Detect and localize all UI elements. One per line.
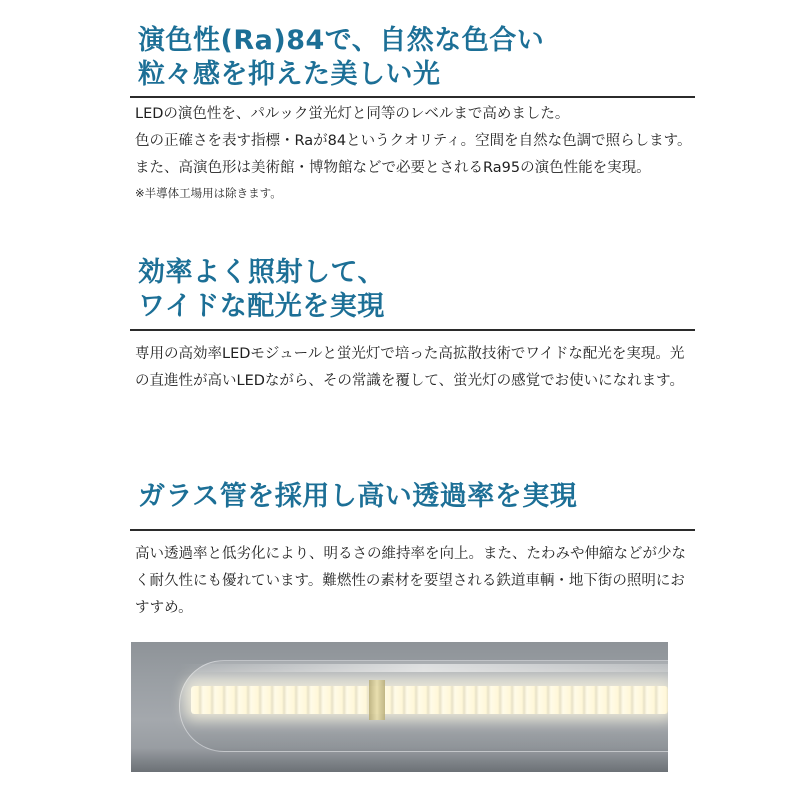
section-3-heading-line-1: ガラス管を採用し高い透過率を実現	[138, 481, 578, 512]
section-2-paragraph-1: 専用の高効率LEDモジュールと蛍光灯で培った高拡散技術でワイドな配光を実現。光の直進性が高いLEDながら、その常識を覆して、蛍光灯の感覚でお使いになれます。	[135, 346, 685, 389]
section-2-heading-line-1: 効率よく照射して、	[138, 257, 385, 288]
led-module-strip	[191, 686, 668, 714]
section-1-paragraph-1: LEDの演色性を、パルック蛍光灯と同等のレベルまで高めました。	[135, 106, 570, 122]
module-joint	[369, 680, 385, 720]
section-1-heading-line-2: 粒々感を抑えた美しい光	[138, 59, 441, 90]
section-1-note: ※半導体工場用は除きます。	[135, 186, 282, 200]
section-2-divider	[130, 329, 695, 331]
section-3-heading	[138, 480, 577, 514]
section-2-heading-line-2: ワイドな配光を実現	[138, 291, 385, 322]
section-1-divider	[130, 96, 695, 98]
section-1-heading	[138, 24, 544, 92]
section-3-divider	[130, 529, 695, 531]
section-3-body	[135, 541, 695, 622]
section-1-heading-line-1: 演色性(Ra)84で、自然な色合い	[138, 25, 545, 56]
section-3-paragraph-1: 高い透過率と低劣化により、明るさの維持率を向上。また、たわみや伸縮などが少なく耐久性にも優れています。難燃性の素材を要望される鉄道車輌・地下街の照明におすすめ。	[135, 546, 686, 616]
led-tube-photo	[131, 642, 668, 772]
section-2-heading	[138, 256, 385, 324]
section-1-paragraph-2: 色の正確さを表す指標・Raが84というクオリティ。空間を自然な色調で照らします。	[135, 133, 692, 149]
tube-reflection	[179, 664, 668, 672]
photo-shadow	[131, 748, 668, 772]
section-2-body	[135, 341, 695, 395]
section-1-paragraph-3: また、高演色形は美術館・博物館などで必要とされるRa95の演色性能を実現。	[135, 160, 651, 176]
section-1-body	[135, 101, 695, 204]
